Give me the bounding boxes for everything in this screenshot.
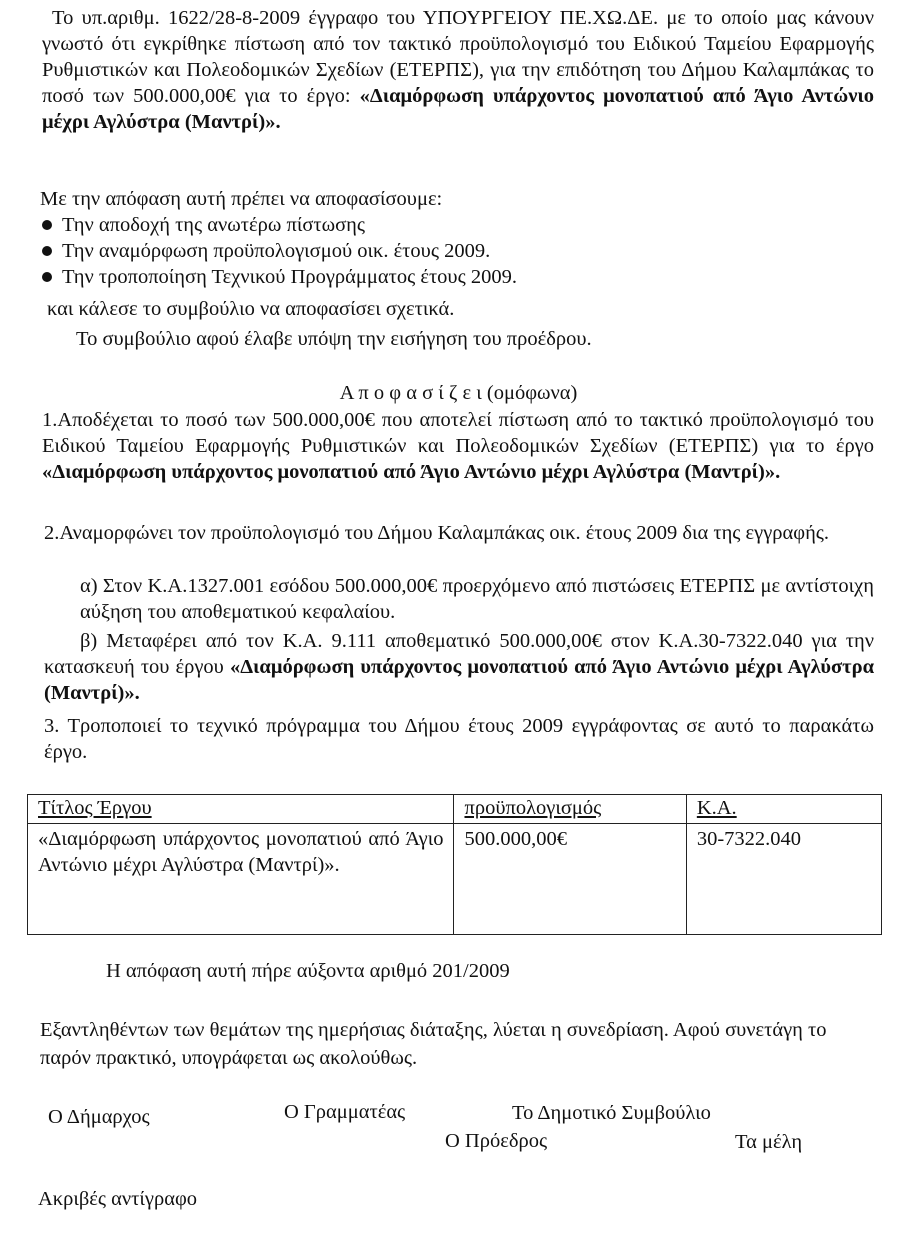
list-item: Την τροποποίηση Τεχνικού Προγράμματος έτους 2009. (38, 264, 858, 290)
signature-president: Ο Πρόεδρος (445, 1130, 548, 1152)
closing-paragraph: Εξαντληθέντων των θεμάτων της ημερήσιας διάταξης, λύεται η συνεδρίαση. Αφού συνετάγη το παρόν πρακτικό, υπογράφεται ως ακολούθως. (40, 1019, 827, 1069)
column-header-code: Κ.Α. (686, 795, 881, 824)
certified-copy: Ακριβές αντίγραφο (38, 1188, 198, 1210)
signature-council: Το Δημοτικό Συμβούλιο (512, 1102, 711, 1124)
bullet-icon (42, 220, 52, 230)
decision-item-2a: α) Στον Κ.Α.1327.001 εσόδου 500.000,00€ προερχόμενο από πιστώσεις ΕΤΕΡΠΣ με αντίστοιχη αύξηση του αποθεματικού κεφαλαίου. (80, 575, 874, 623)
decision-number: Η απόφαση αυτή πήρε αύξοντα αριθμό 201/2009 (106, 960, 510, 982)
decision-heading: Α π ο φ α σ ί ζ ε ι (ομόφωνα) (339, 382, 578, 404)
decision-item-2: 2.Αναμορφώνει τον προϋπολογισμό του Δήμου Καλαμπάκας οικ. έτους 2009 δια της εγγραφής. (44, 522, 830, 544)
bullet-icon (42, 246, 52, 256)
signature-secretary: Ο Γραμματέας (284, 1101, 406, 1123)
decide-intro: Με την απόφαση αυτή πρέπει να αποφασίσουμε: (40, 188, 443, 210)
bullet-icon (42, 272, 52, 282)
list-item: Την αποδοχή της ανωτέρω πίστωσης (38, 212, 858, 238)
cell-budget: 500.000,00€ (454, 824, 686, 935)
table-row (28, 824, 882, 935)
cell-code: 30-7322.040 (686, 824, 881, 935)
cell-title: «Διαμόρφωση υπάρχοντος μονοπατιού από Άγιο Αντώνιο μέχρι Αγλύστρα (Μαντρί)». (28, 824, 454, 935)
project-title: «Διαμόρφωση υπάρχοντος μονοπατιού από Άγιο Αντώνιο μέχρι Αγλύστρα (Μαντρί)». (42, 85, 875, 133)
decision-item-1: 1.Αποδέχεται το ποσό των 500.000,00€ που αποτελεί πίστωση από το τακτικό προϋπολογισμό του Ειδικού Ταμείου Εφαρμογής Ρυθμιστικών και Πολεοδομικών Σχεδίων (ΕΤΕΡΠΣ) για το έργο «Διαμόρφωση υπάρχοντος μονοπατιού από Άγιο Αντώνιο μέχρι Αγλύστρα (Μαντρί)». (42, 409, 874, 483)
column-header-title: Τίτλος Έργου (28, 795, 454, 824)
table-header-row (28, 795, 882, 824)
intro-paragraph (42, 5, 874, 135)
council-line: Το συμβούλιο αφού έλαβε υπόψη την εισήγηση του προέδρου. (76, 328, 592, 350)
intro-text: Το υπ.αριθμ. 1622/28-8-2009 έγγραφο του ΥΠΟΥΡΓΕΙΟΥ ΠΕ.ΧΩ.ΔΕ. με το οποίο μας κάνουν γνωστό ότι εγκρίθηκε πίστωση από τον τακτικό προϋπολογισμό του Ειδικού Ταμείου Εφαρμογής Ρυθμιστικών και Πολεοδομικών Σχεδίων (ΕΤΕΡΠΣ), για την επιδότηση του Δήμου Καλαμπάκας το ποσό των 500.000,00€ για το έργο: (42, 7, 874, 107)
decision-item-3: 3. Τροποποιεί το τεχνικό πρόγραμμα του Δήμου έτους 2009 εγγράφοντας σε αυτό το παρακάτω έργο. (44, 715, 874, 763)
call-line: και κάλεσε το συμβούλιο να αποφασίσει σχετικά. (47, 298, 455, 320)
decision-item-2b: β) Μεταφέρει από τον Κ.Α. 9.111 αποθεματικό 500.000,00€ στον Κ.Α.30-7322.040 για την κατασκευή του έργου «Διαμόρφωση υπάρχοντος μονοπατιού από Άγιο Αντώνιο μέχρι Αγλύστρα (Μαντρί)». (44, 630, 875, 704)
list-item: Την αναμόρφωση προϋπολογισμού οικ. έτους 2009. (38, 238, 858, 264)
signature-members: Τα μέλη (735, 1131, 803, 1153)
column-header-budget: προϋπολογισμός (454, 795, 686, 824)
bullet-list (38, 212, 858, 290)
works-table (27, 794, 882, 935)
signature-mayor: Ο Δήμαρχος (48, 1106, 150, 1128)
